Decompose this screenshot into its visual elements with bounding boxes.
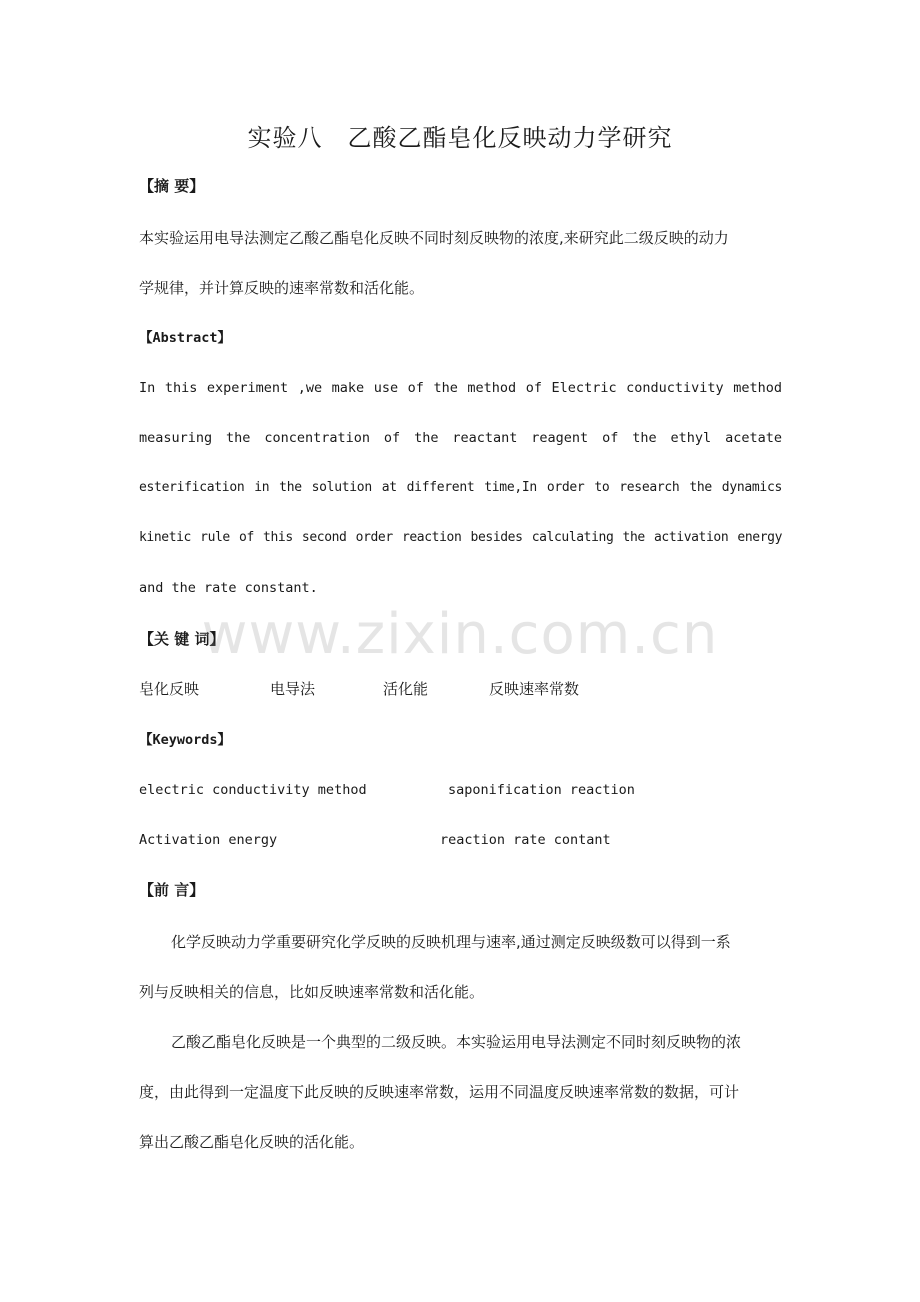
abstract-en-line: kinetic rule of this second order reaction besides calculating the activation energy — [139, 530, 782, 545]
preface-line: 算出乙酸乙酯皂化反映的活化能。 — [139, 1133, 365, 1151]
keyword-en-item: Activation energy — [139, 832, 278, 848]
abstract-en-line: esterification in the solution at different time,In order to research the dynamics — [139, 480, 782, 495]
abstract-en-line: and the rate constant. — [139, 580, 318, 596]
keyword-en-item: electric conductivity method — [139, 782, 367, 798]
document-title: 实验八 乙酸乙酯皂化反映动力学研究 — [247, 124, 673, 152]
abstract-en-line: In this experiment ,we make use of the method of Electric conductivity method — [139, 380, 782, 396]
preface-line: 度，由此得到一定温度下此反映的反映速率常数，运用不同温度反映速率常数的数据，可计 — [139, 1083, 740, 1101]
keywords-en-heading: 【Keywords】 — [139, 732, 232, 748]
keyword-cn-item: 皂化反映 — [139, 680, 200, 698]
preface-line: 乙酸乙酯皂化反映是一个典型的二级反映。本实验运用电导法测定不同时刻反映物的浓 — [171, 1033, 742, 1051]
preface-line: 化学反映动力学重要研究化学反映的反映机理与速率,通过测定反映级数可以得到一系 — [171, 933, 731, 951]
keyword-cn-item: 活化能 — [383, 680, 429, 698]
abstract-cn-heading: 【摘 要】 — [139, 177, 205, 195]
abstract-en-heading: 【Abstract】 — [139, 330, 232, 346]
keyword-cn-item: 反映速率常数 — [489, 680, 580, 698]
keyword-en-item: saponification reaction — [448, 782, 635, 798]
keywords-cn-heading: 【关 键 词】 — [139, 630, 225, 648]
preface-heading: 【前 言】 — [139, 881, 205, 899]
abstract-cn-line: 本实验运用电导法测定乙酸乙酯皂化反映不同时刻反映物的浓度,来研究此二级反映的动力 — [139, 229, 729, 247]
watermark-text: www.zixin.com.cn — [201, 602, 719, 667]
abstract-en-line: measuring the concentration of the reactant reagent of the ethyl acetate — [139, 430, 782, 446]
preface-line: 列与反映相关的信息，比如反映速率常数和活化能。 — [139, 983, 485, 1001]
keyword-cn-item: 电导法 — [270, 680, 316, 698]
abstract-cn-line: 学规律，并计算反映的速率常数和活化能。 — [139, 279, 425, 297]
keyword-en-item: reaction rate contant — [440, 832, 611, 848]
